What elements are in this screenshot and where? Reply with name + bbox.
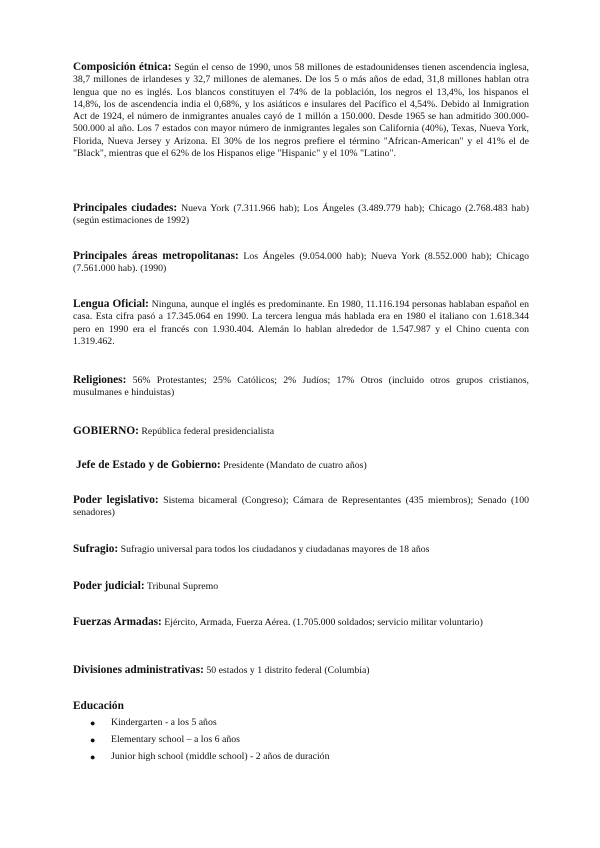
education-list — [73, 716, 529, 767]
text-areas: Los Ángeles (9.054.000 hab); Nueva York (8.552.000 hab); Chicago (7.561.000 hab). (1990) — [73, 251, 529, 275]
list-item — [73, 716, 529, 733]
label-judicial: Poder judicial: — [73, 580, 145, 592]
paragraph-jefe — [76, 459, 532, 472]
text-composicion: Según el censo de 1990, unos 58 millones de estadounidenses tienen ascendencia inglesa, 38,7 millones de irlandeses y 32,7 millones de alemanes. De los 5 o más años de edad, 31,8 millones hablan otra lengua que no es inglés. Los blancos constituyen el 74% de la población, los negros el 13,4%, los hispanos el 14,8%, los de ascendencia india el 0,68%, y los asiáticos e insulares del Pacífico el 4,54%. Debido al Inmigration Act de 1924, el número de inmigrantes anuales cayó de 1 millón a 150.000. Desde 1965 se han admitido 300.000-500.000 al año. Los 7 estados con mayor número de inmigrantes legales son California (40%), Texas, Nueva York, Florida, Nueva Jersey y Arizona. El 30% de los negros prefiere el término "African-American" y el 41% el de "Black", mientras que el 62% de los Hispanos elige "Hispanic" y el 10% "Latino". — [73, 62, 529, 160]
paragraph-composicion — [73, 61, 529, 160]
text-legislativo: Sistema bicameral (Congreso); Cámara de Representantes (435 miembros); Senado (100 senadores) — [73, 495, 529, 519]
text-fuerzas: Ejército, Armada, Fuerza Aérea. (1.705.000 soldados; servicio militar voluntario) — [161, 617, 483, 628]
label-divisiones: Divisiones administrativas: — [73, 664, 204, 676]
label-fuerzas: Fuerzas Armadas: — [73, 616, 162, 628]
label-legislativo: Poder legislativo: — [73, 494, 159, 506]
paragraph-religiones — [73, 374, 529, 400]
text-judicial: Tribunal Supremo — [144, 581, 219, 592]
paragraph-legislativo — [73, 494, 529, 520]
paragraph-divisiones — [73, 664, 529, 677]
bullet-icon: ● — [90, 718, 96, 728]
bullet-icon: ● — [90, 752, 96, 762]
label-composicion: Composición étnica: — [73, 61, 172, 73]
text-jefe: Presidente (Mandato de cuatro años) — [220, 460, 367, 471]
text-divisiones: 50 estados y 1 distrito federal (Columbia) — [203, 665, 370, 676]
paragraph-ciudades — [73, 202, 529, 228]
text-religiones: 56% Protestantes; 25% Católicos; 2% Judíos; 17% Otros (incluido otros grupos cristianos, musulmanes e hinduistas) — [73, 375, 529, 399]
paragraph-gobierno — [73, 425, 529, 438]
text-lengua: Ninguna, aunque el inglés es predominante. En 1980, 11.116.194 personas hablaban español en casa. Esta cifra pasó a 17.345.064 en 1990. La tercera lengua más hablada era en 1980 el italiano con 1.618.344 pero en 1990 era el francés con 1.930.404. Alemán lo hablan alrededor de 1.547.987 y el Chino cuenta con 1.319.462. — [73, 299, 529, 347]
label-areas: Principales áreas metropolitanas: — [73, 250, 239, 262]
label-ciudades: Principales ciudades: — [73, 202, 178, 214]
label-sufragio: Sufragio: — [73, 543, 119, 555]
heading-educacion: Educación — [73, 700, 124, 712]
list-item — [73, 733, 529, 750]
paragraph-lengua — [73, 298, 529, 348]
text-gobierno: República federal presidencialista — [138, 426, 275, 437]
list-item-text: Kindergarten - a los 5 años — [111, 717, 217, 728]
paragraph-fuerzas — [73, 616, 529, 629]
list-item — [73, 750, 529, 767]
list-item-text: Elementary school – a los 6 años — [111, 734, 240, 745]
paragraph-judicial — [73, 580, 529, 593]
bullet-icon: ● — [90, 735, 96, 745]
paragraph-areas — [73, 250, 529, 276]
text-ciudades: Nueva York (7.311.966 hab); Los Ángeles (3.489.779 hab); Chicago (2.768.483 hab) (según estimaciones de 1992) — [73, 203, 529, 227]
list-item-text: Junior high school (middle school) - 2 años de duración — [111, 751, 330, 762]
label-lengua: Lengua Oficial: — [73, 298, 149, 310]
paragraph-sufragio — [73, 543, 529, 556]
text-sufragio: Sufragio universal para todos los ciudadanos y ciudadanas mayores de 18 años — [118, 544, 430, 555]
label-jefe: Jefe de Estado y de Gobierno: — [76, 459, 221, 471]
label-gobierno: GOBIERNO: — [73, 425, 139, 437]
label-religiones: Religiones: — [73, 374, 127, 386]
